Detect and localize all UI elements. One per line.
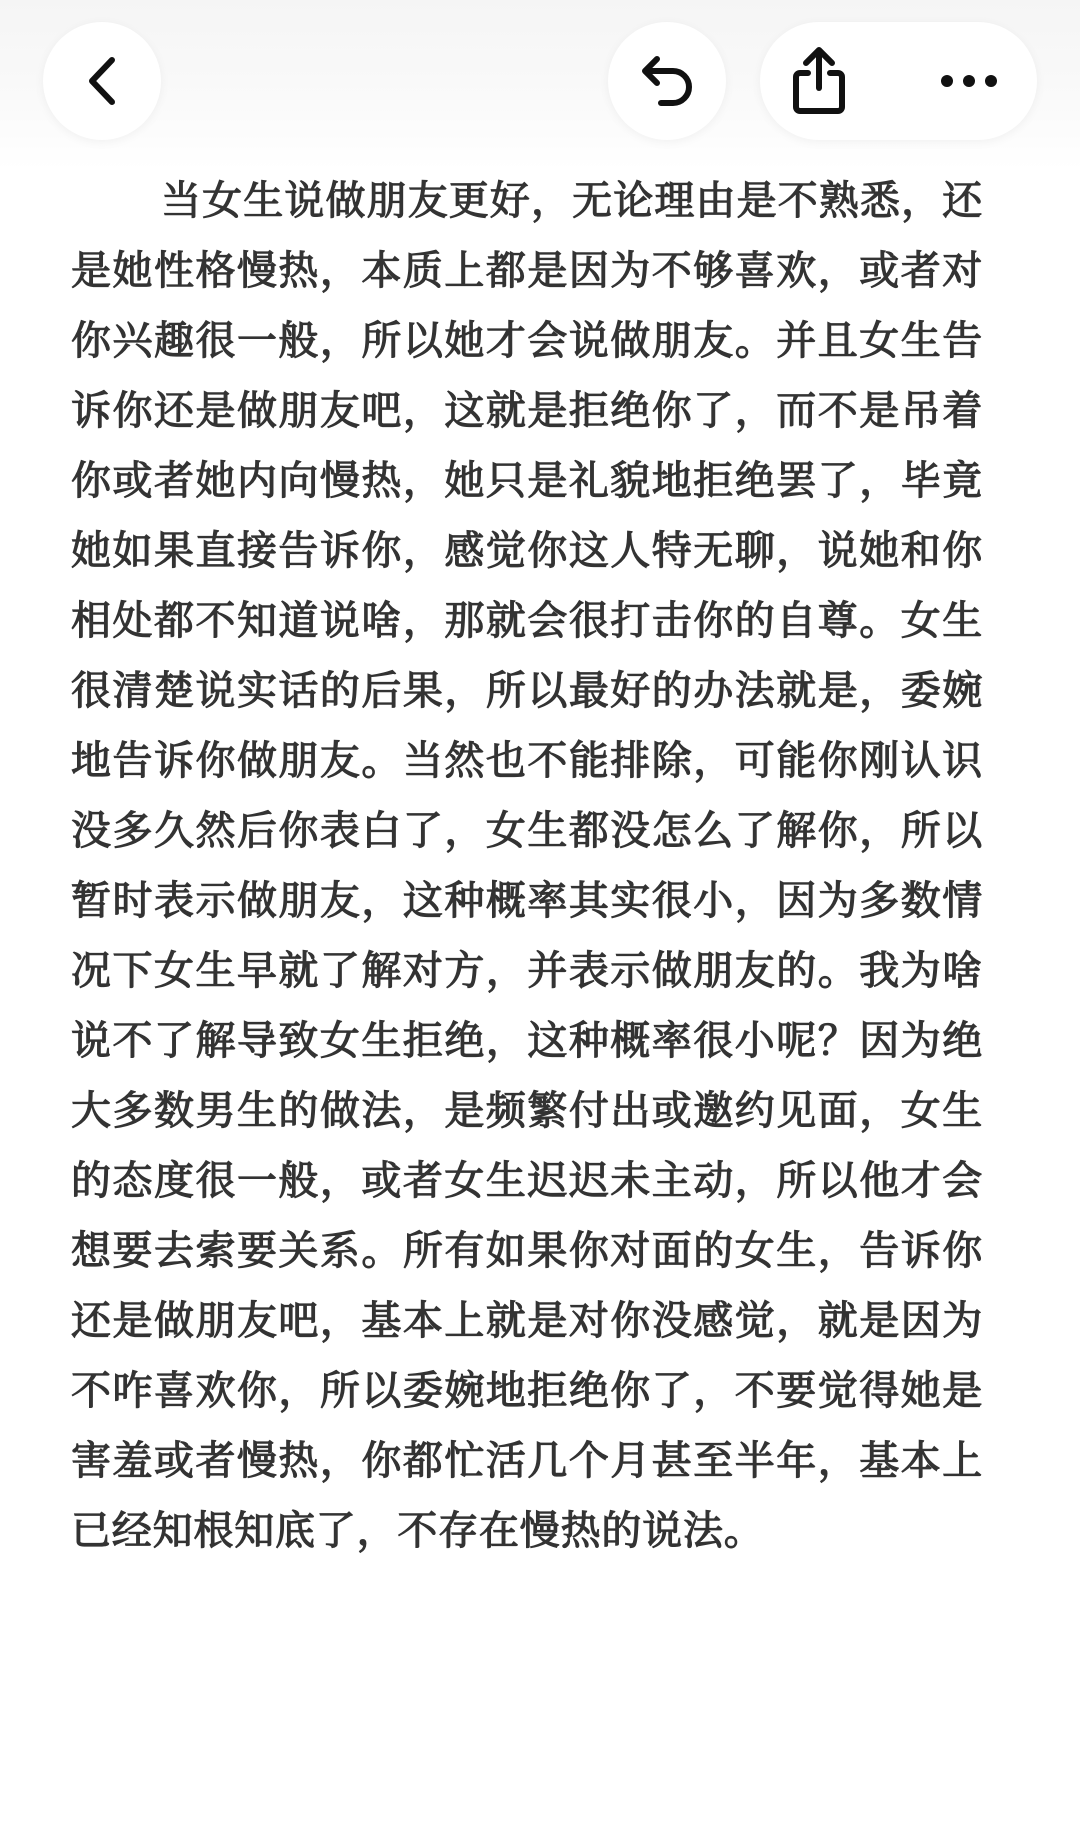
- article-body: 当女生说做朋友更好，无论理由是不熟悉，还是她性格慢热，本质上都是因为不够喜欢，或者对你兴趣很一般，所以她才会说做朋友。并且女生告诉你还是做朋友吧，这就是拒绝你了，而不是吊着你或者她内向慢热，她只是礼貌地拒绝罢了，毕竟她如果直接告诉你，感觉你这人特无聊，说她和你相处都不知道说啥，那就会很打击你的自尊。女生很清楚说实话的后果，所以最好的办法就是，委婉地告诉你做朋友。当然也不能排除，可能你刚认识没多久然后你表白了，女生都没怎么了解你，所以暂时表示做朋友，这种概率其实很小，因为多数情况下女生早就了解对方，并表示做朋友的。我为啥说不了解导致女生拒绝，这种概率很小呢？因为绝大多数男生的做法，是频繁付出或邀约见面，女生的态度很一般，或者女生迟迟未主动，所以他才会想要去索要关系。所有如果你对面的女生，告诉你还是做朋友吧，基本上就是对你没感觉，就是因为不咋喜欢你，所以委婉地拒绝你了，不要觉得她是害羞或者慢热，你都忙活几个月甚至半年，基本上已经知根知底了，不存在慢热的说法。: [71, 178, 983, 1554]
- more-horizontal-icon[interactable]: [939, 73, 999, 89]
- chevron-left-icon: [82, 55, 122, 107]
- undo-arrow-icon: [637, 53, 697, 109]
- top-toolbar: [0, 0, 1080, 170]
- actions-group: [760, 22, 1037, 140]
- share-icon[interactable]: [790, 46, 848, 116]
- undo-button[interactable]: [608, 22, 726, 140]
- back-button[interactable]: [43, 22, 161, 140]
